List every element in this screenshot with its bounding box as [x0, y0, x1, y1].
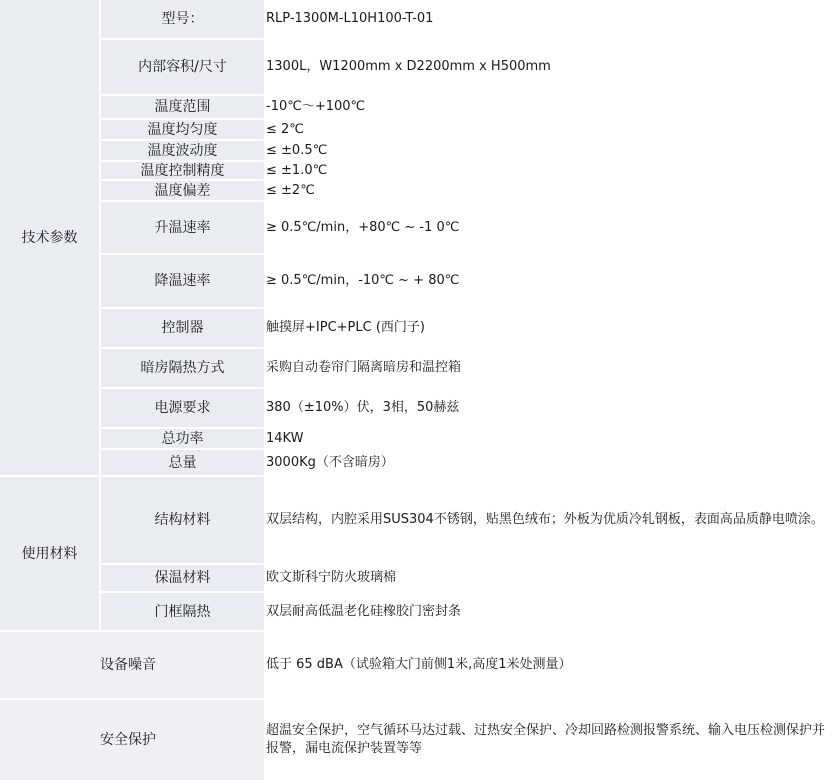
category-cell: 技术参数: [0, 0, 99, 475]
row-label: 温度范围: [101, 96, 264, 118]
row-label: 升温速率: [101, 202, 264, 253]
row-label: 型号：: [101, 0, 264, 38]
row-label: 总量: [101, 450, 264, 475]
row-value: ≤ ±0.5℃: [264, 141, 833, 160]
row-label: 总功率: [101, 429, 264, 448]
row-value: 1300L，W1200mm x D2200mm x H500mm: [264, 40, 833, 94]
row-value: 低于 65 dBA（试验箱大门前侧1米,高度1米处测量）: [264, 632, 833, 698]
category-cell: 使用材料: [0, 477, 99, 630]
row-value: ≤ ±2℃: [264, 181, 833, 200]
row-label: 暗房隔热方式: [101, 349, 264, 387]
row-label: 电源要求: [101, 389, 264, 427]
row-value: 3000Kg（不含暗房）: [264, 450, 833, 475]
row-label: 安全保护: [0, 700, 264, 780]
row-value: 触摸屏+IPC+PLC (西门子): [264, 309, 833, 347]
row-label: 降温速率: [101, 255, 264, 307]
row-label: 门框隔热: [101, 593, 264, 630]
row-label: 温度偏差: [101, 181, 264, 200]
row-label: 控制器: [101, 309, 264, 347]
row-value: 双层耐高低温老化硅橡胶门密封条: [264, 593, 833, 630]
row-value: ≤ ±1.0℃: [264, 162, 833, 179]
row-value: -10℃～+100℃: [264, 96, 833, 118]
row-label: 保温材料: [101, 565, 264, 591]
row-value: RLP-1300M-L10H100-T-01: [264, 0, 833, 38]
row-value: 欧文斯科宁防火玻璃棉: [264, 565, 833, 591]
row-value: ≥ 0.5℃/min，+80℃ ~ -1 0℃: [264, 202, 833, 253]
row-label: 温度均匀度: [101, 120, 264, 139]
row-value: ≤ 2℃: [264, 120, 833, 139]
row-label: 温度控制精度: [101, 162, 264, 179]
row-label: 温度波动度: [101, 141, 264, 160]
row-value: 380（±10%）伏，3相，50赫兹: [264, 389, 833, 427]
row-label: 结构材料: [101, 477, 264, 563]
row-label: 设备噪音: [0, 632, 264, 698]
row-value: 14KW: [264, 429, 833, 448]
row-value: 采购自动卷帘门隔离暗房和温控箱: [264, 349, 833, 387]
row-value: 超温安全保护，空气循环马达过载、过热安全保护、冷却回路检测报警系统、输入电压检测保护并报警，漏电流保护装置等等: [264, 700, 833, 780]
row-value: ≥ 0.5℃/min，-10℃ ~ + 80℃: [264, 255, 833, 307]
row-value: 双层结构，内腔采用SUS304不锈钢，贴黑色绒布；外板为优质冷轧钢板，表面高品质静电喷涂。: [264, 477, 833, 563]
row-label: 内部容积/尺寸: [101, 40, 264, 94]
